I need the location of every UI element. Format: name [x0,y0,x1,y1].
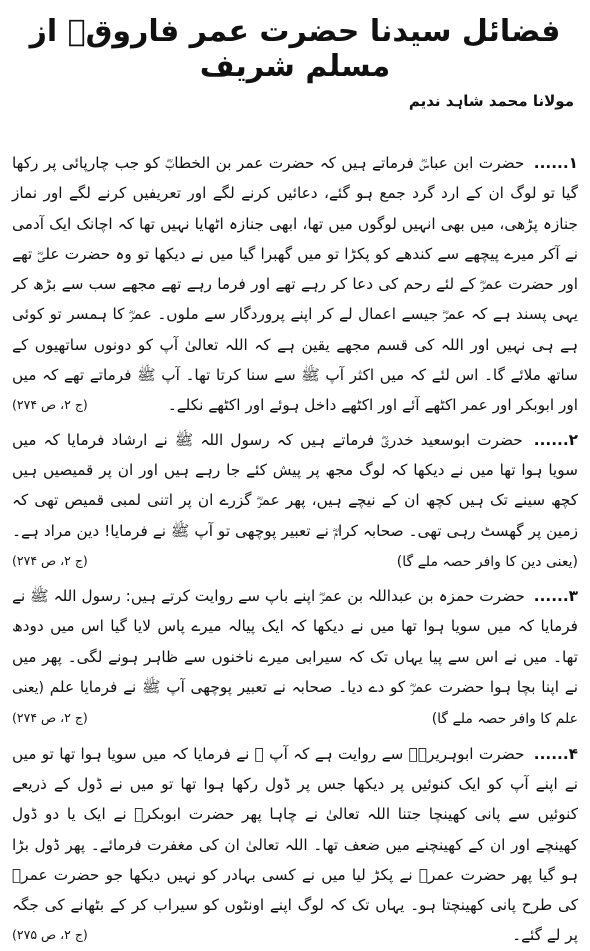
paragraph-2 [12,425,578,577]
paragraph-3 [12,581,578,734]
paragraph-text: حضرت ابوہریرہؓ سے روایت ہے کہ آپ ﷺ نے فرمایا کہ میں سویا ہوا تھا تو میں نے اپنے آپ کو ایک کنوئیں پر دیکھا جس پر ڈول رکھا ہوا تھا تو میں نے ڈول کے ذریعے کنوئیں سے پانی کھینچا جتنا اللہ تعالیٰ نے چاہا پھر حضرت ابوبکرؓ نے ایک یا دو ڈول کھینچے اور ان کے کھینچنے میں ضعف تھا۔ اللہ تعالیٰ ان کی مغفرت فرمائے۔ پھر ڈول بڑا ہو گیا پھر حضرت عمرؓ نے پکڑ لیا میں نے کسی بہادر کو نہیں دیکھا جو حضرت عمرؓ کی طرح پانی کھینچتا ہو۔ یہاں تک کہ لوگ اپنے اونٹوں کو سیراب کر کے بٹھانے کی جگہ پر لے گئے۔ [12,744,578,945]
page-title: فضائل سیدنا حضرت عمر فاروقؓ از مسلم شریف [29,14,561,84]
paragraph-number: ۳...... [533,587,578,606]
paragraph-1 [12,148,578,421]
paragraph-note: (یعنی دین کا وافر حصہ ملے گا) [396,553,578,570]
paragraph-number: ۲...... [533,430,578,449]
paragraph-4 [12,739,578,951]
paragraph-number: ۴...... [533,744,578,763]
paragraph-text: حضرت ابن عباسؓ فرماتے ہیں کہ حضرت عمر بن الخطابؓ کو جب چارپائی پر رکھا گیا تو لوگ ان کے ارد گرد جمع ہو گئے، دعائیں کرنے لگے اور تعریفیں کرنے لگے اور نماز جنازہ پڑھی، میں بھی انہیں لوگوں میں تھا، ابھی جنازہ اٹھایا نہیں تھا کہ اچانک ایک آدمی نے آکر میرے پیچھے سے کندھے کو پکڑا تو میں گھبرا گیا میں نے دیکھا تو وہ حضرت علیؓ تھے اور حضرت عمرؓ کے لئے رحم کی دعا کر رہے تھے اور فرما رہے تھے مجھے سب سے بڑھ کر یہی پسند ہے کہ عمرؓ جیسے اعمال لے کر اپنے پروردگار سے ملوں۔ عمرؓ کا ہمسر تو کوئی ہے ہی نہیں اور اللہ کی قسم مجھے یقین ہے کہ اللہ تعالیٰ آپ کو دونوں ساتھیوں کے ساتھ ملائے گا۔ اس لئے کہ میں اکثر آپ ﷺ سے سنا کرتا تھا۔ آپ ﷺ فرماتے تھے کہ میں اور ابوبکر اور عمر اکٹھے آئے اور اکٹھے داخل ہوئے اور اکٹھے نکلے۔ [12,154,578,415]
reference: (ج ۲، ص ۲۷۵) [12,927,88,943]
paragraph-number: ۱...... [533,154,578,172]
article-body [12,148,578,951]
paragraph-note: (یعنی علم کا وافر حصہ ملے گا) [12,680,578,728]
reference: (ج ۲، ص ۲۷۴) [12,710,88,726]
reference: (ج ۲، ص ۲۷۴) [12,397,88,413]
author-name: مولانا محمد شاہد ندیم [408,92,574,110]
paragraph-text: حضرت ابوسعید خدریؓ فرماتے ہیں کہ رسول اللہ ﷺ نے ارشاد فرمایا کہ میں سویا ہوا تھا میں نے دیکھا کہ لوگ مجھ پر پیش کئے جا رہے ہیں اور ان پر قمیصیں ہیں کچھ سینے تک ہیں کچھ ان کے نیچے ہیں، پھر عمرؓ گزرے ان پر اتنی لمبی قمیص تھی کہ زمین پر گھسٹ رہی تھی۔ صحابہ کرامؓ نے تعبیر پوچھی تو آپ ﷺ نے فرمایا! دین مراد ہے۔ [12,430,578,540]
reference: (ج ۲، ص ۲۷۴) [12,552,88,568]
paragraph-text: حضرت حمزہ بن عبداللہ بن عمرؓ اپنے باپ سے روایت کرتے ہیں: رسول اللہ ﷺ نے فرمایا کہ میں سویا ہوا تھا میں نے دیکھا کہ ایک پیالہ میرے پاس لایا گیا اس میں دودھ تھا۔ میں نے اس سے پیا یہاں تک کہ سیرابی میرے ناخنوں سے ظاہر ہونے لگی۔ پھر میں نے اپنا بچا ہوا حضرت عمرؓ کو دے دیا۔ صحابہ نے تعبیر پوچھی آپ ﷺ نے فرمایا علم [12,587,578,697]
